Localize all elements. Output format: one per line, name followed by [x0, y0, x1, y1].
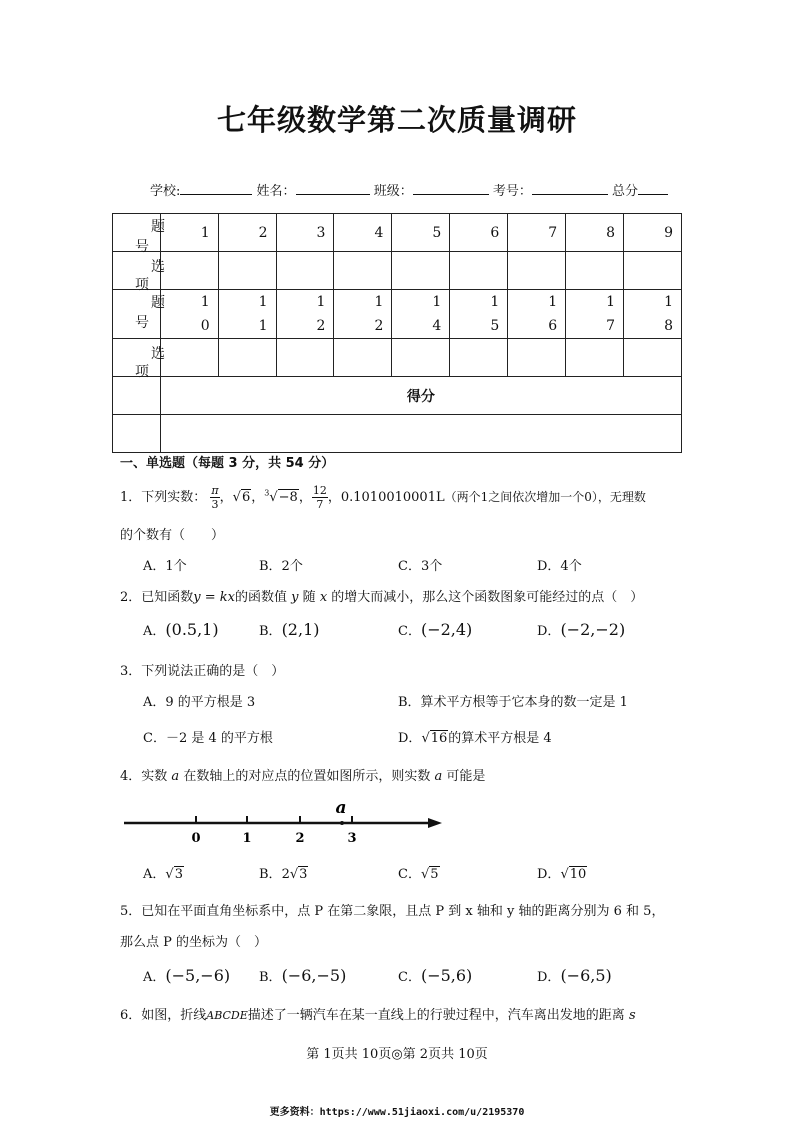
- q4-stem-a: 4．实数: [120, 769, 168, 784]
- score-row-label-cell: [113, 377, 161, 415]
- q5-option-d-letter: D．: [537, 970, 561, 985]
- q5-option-b-letter: B．: [259, 970, 282, 985]
- q6-stem-a: 6．如图，折线: [120, 1008, 207, 1023]
- qnum-top: 1: [432, 294, 442, 310]
- answer-cell[interactable]: [392, 339, 450, 377]
- answer-cell[interactable]: [624, 252, 682, 290]
- answer-cell[interactable]: [218, 339, 276, 377]
- score-value-label-cell: [113, 415, 161, 453]
- label-ti: 题: [151, 219, 165, 235]
- question-number-label: [113, 214, 165, 255]
- answer-cell[interactable]: [508, 339, 566, 377]
- q2-option-b-letter: B．: [259, 624, 282, 639]
- q1-num-12: 12: [312, 484, 327, 497]
- qnum-top: 1: [548, 294, 558, 310]
- q3-option-d-radicand: 16: [430, 731, 448, 746]
- q3-option-a[interactable]: A．9 的平方根是 3: [143, 695, 256, 710]
- label-xuan: 选: [151, 259, 165, 275]
- question-5-line1: 5．已知在平面直角坐标系中，点 P 在第二象限，且点 P 到 x 轴和 y 轴的距离分别为 6 和 5，: [120, 904, 665, 919]
- choice-label: [113, 339, 165, 380]
- question-4: [120, 765, 485, 784]
- q5-option-c-value: (−5,6): [420, 966, 473, 985]
- answer-cell[interactable]: [566, 252, 624, 290]
- q2-option-a-value: (0.5,1): [165, 620, 219, 639]
- label-hao: 号: [135, 315, 149, 331]
- qnum-top: 1: [664, 294, 673, 310]
- q1-cbrt-radicand: −8: [278, 490, 298, 505]
- q4-option-a[interactable]: A．√3: [143, 867, 183, 882]
- q1-line2: 的个数有（ ）: [120, 528, 225, 543]
- q6-abcde: ABCDE: [206, 1009, 248, 1022]
- q1-prefix: 1．下列实数：: [120, 490, 207, 505]
- q5-option-c-letter: C．: [398, 970, 421, 985]
- q1-sqrt6: √6: [232, 490, 251, 505]
- qnum-bottom: 0: [200, 318, 210, 334]
- q5-option-a-value: (−5,−6): [165, 966, 231, 985]
- qnum-cell: 1: [160, 214, 218, 252]
- qnum-bottom: 1: [258, 318, 268, 334]
- answer-table-row-numbers-1: [113, 214, 682, 252]
- label-xuan: 选: [151, 346, 165, 362]
- q2-option-a[interactable]: [143, 620, 219, 639]
- score-value-row: [113, 415, 682, 453]
- q5-option-d-value: (−6,5): [560, 966, 612, 985]
- answer-cell[interactable]: [566, 339, 624, 377]
- q2-function: y = kx: [193, 590, 235, 605]
- school-blank: [180, 182, 252, 195]
- q4-option-b[interactable]: B．2√3: [259, 867, 308, 882]
- q4-stem-c: 可能是: [446, 769, 486, 784]
- q3-option-d-letter: D．: [398, 731, 422, 746]
- answer-cell[interactable]: [218, 252, 276, 290]
- answer-cell[interactable]: [276, 252, 334, 290]
- qnum-cell: [218, 290, 276, 339]
- q1-cbrt-index: 3: [264, 488, 270, 498]
- page-footer: 第 1页共 10页◎第 2页共 10页: [306, 1047, 488, 1062]
- q5-option-b-value: (−6,−5): [281, 966, 347, 985]
- answer-cell[interactable]: [450, 339, 508, 377]
- qnum-top: 1: [374, 294, 384, 310]
- q1-option-a[interactable]: A．1个: [143, 559, 187, 574]
- answer-cell[interactable]: [508, 252, 566, 290]
- answer-cell[interactable]: [276, 339, 334, 377]
- q2-stem-b: 的函数值: [235, 590, 288, 605]
- qnum-bottom: 5: [490, 318, 500, 334]
- answer-cell[interactable]: [160, 339, 218, 377]
- qnum-bottom: 6: [548, 318, 558, 334]
- q4-option-b-coef: 2: [281, 867, 290, 882]
- q4-a-2: a: [434, 769, 443, 784]
- answer-cell[interactable]: [450, 252, 508, 290]
- qnum-bottom: 8: [664, 318, 673, 334]
- choice-label: [113, 252, 165, 293]
- qnum-cell: 5: [392, 214, 450, 252]
- q4-option-c-letter: C．: [398, 867, 421, 882]
- qnum-bottom: 2: [316, 318, 326, 334]
- q3-option-b[interactable]: B．算术平方根等于它本身的数一定是 1: [398, 695, 628, 710]
- q2-option-a-letter: A．: [143, 624, 166, 639]
- answer-cell[interactable]: [624, 339, 682, 377]
- answer-cell[interactable]: [160, 252, 218, 290]
- q1-fraction-12-7: [312, 484, 328, 511]
- qnum-cell: [450, 290, 508, 339]
- question-5-line2: 那么点 P 的坐标为（ ）: [120, 935, 268, 950]
- qnum-cell: 3: [276, 214, 334, 252]
- exam-no-blank: [532, 182, 608, 195]
- qnum-top: 1: [200, 294, 210, 310]
- number-line-arrow: [428, 818, 442, 828]
- q2-stem-a: 2．已知函数: [120, 590, 194, 605]
- exam-no-label: 考号：: [492, 184, 532, 199]
- question-3: 3．下列说法正确的是（ ）: [120, 664, 285, 679]
- q1-option-d[interactable]: D．4个: [537, 559, 582, 574]
- q4-a: a: [171, 769, 180, 784]
- qnum-bottom: 2: [374, 318, 384, 334]
- q6-s: s: [628, 1008, 636, 1023]
- q1-three: 3: [211, 498, 219, 511]
- q4-option-d-radicand: 10: [569, 867, 587, 882]
- q1-option-b[interactable]: B．2个: [259, 559, 303, 574]
- label-hao: 号: [135, 239, 149, 255]
- qnum-cell: 9: [624, 214, 682, 252]
- answer-table: [112, 213, 682, 453]
- name-blank: [296, 182, 370, 195]
- answer-cell[interactable]: [392, 252, 450, 290]
- question-6: [120, 1004, 636, 1023]
- class-label: 班级：: [373, 184, 413, 199]
- q2-option-c[interactable]: [398, 620, 472, 639]
- qnum-cell: 6: [450, 214, 508, 252]
- q1-pi: π: [211, 484, 219, 497]
- q4-option-c-radicand: 5: [430, 867, 439, 882]
- q5-option-c[interactable]: [398, 966, 472, 985]
- total-blank: [638, 182, 668, 195]
- q4-option-b-radicand: 3: [299, 867, 308, 882]
- tick-label-3: 3: [347, 831, 357, 846]
- q2-option-c-value: (−2,4): [420, 620, 473, 639]
- score-row: [113, 377, 682, 415]
- q2-y: y: [291, 590, 299, 605]
- q2-stem-d: 的增大而减小，那么这个函数图象可能经过的点（ ）: [331, 590, 644, 605]
- q2-x: x: [319, 590, 328, 605]
- q1-den-7: 7: [316, 498, 324, 511]
- q3-option-c[interactable]: C．－2 是 4 的平方根: [143, 731, 273, 746]
- q4-option-d[interactable]: D．√10: [537, 867, 587, 882]
- q2-option-d[interactable]: [537, 620, 625, 639]
- answer-cell[interactable]: [334, 252, 392, 290]
- score-label: 得分: [160, 377, 681, 415]
- q5-option-d[interactable]: [537, 966, 612, 985]
- q1-decimal: 0.1010010001L: [340, 490, 445, 505]
- tick-label-0: 0: [191, 831, 201, 846]
- qnum-bottom: 4: [432, 318, 442, 334]
- number-line-figure: [120, 795, 450, 850]
- qnum-cell: 8: [566, 214, 624, 252]
- q4-option-d-letter: D．: [537, 867, 561, 882]
- q2-option-b-value: (2,1): [281, 620, 320, 639]
- school-label: 学校:: [150, 184, 181, 199]
- qnum-cell: 7: [508, 214, 566, 252]
- q1-note: （两个1之间依次增加一个0），无理数: [444, 490, 646, 504]
- score-value-cell[interactable]: [160, 415, 681, 453]
- q5-option-b[interactable]: [259, 966, 346, 985]
- question-1: 1．下列实数： $\frac{\pi}{3}$ ，√6，$^3$√−8， $\frac{12}{7}$ ，0.1010010001L（两个1之间依次增加一个0），无理数: [120, 484, 646, 511]
- q5-option-a-letter: A．: [143, 970, 166, 985]
- qnum-cell: [334, 290, 392, 339]
- question-2: [120, 586, 643, 605]
- qnum-cell: 4: [334, 214, 392, 252]
- q2-option-b[interactable]: [259, 620, 320, 639]
- q1-option-c[interactable]: C．3个: [398, 559, 443, 574]
- q6-stem-b: 描述了一辆汽车在某一直线上的行驶过程中，汽车离出发地的距离: [247, 1008, 625, 1023]
- qnum-cell: [276, 290, 334, 339]
- q2-stem-c: 随: [302, 590, 316, 605]
- q4-option-b-letter: B．: [259, 867, 282, 882]
- qnum-bottom: 7: [606, 318, 616, 334]
- qnum-cell: [508, 290, 566, 339]
- answer-table-row-choices-1: [113, 252, 682, 290]
- q1-sqrt6-radicand: 6: [241, 490, 251, 505]
- qnum-cell: [624, 290, 682, 339]
- q1-cbrt: $^3$√−8: [264, 488, 298, 505]
- label-xiang: 项: [135, 364, 149, 380]
- q1-fraction-pi-3: [210, 484, 219, 511]
- q4-option-a-radicand: 3: [174, 867, 183, 882]
- q3-option-d-rest: 的算术平方根是 4: [448, 731, 552, 746]
- point-a-label: a: [335, 798, 347, 818]
- qnum-cell: [392, 290, 450, 339]
- qnum-cell: 2: [218, 214, 276, 252]
- q2-option-d-value: (−2,−2): [560, 620, 626, 639]
- label-xiang: 项: [135, 277, 149, 293]
- tick-label-2: 2: [295, 831, 305, 846]
- answer-table-row-numbers-2: [113, 290, 682, 339]
- page-title: 七年级数学第二次质量调研: [216, 103, 577, 137]
- qnum-top: 1: [316, 294, 326, 310]
- point-a: [340, 821, 344, 825]
- name-label: 姓名：: [256, 184, 296, 199]
- more-resources-link[interactable]: 更多资料：https://www.51jiaoxi.com/u/2195370: [269, 1107, 525, 1118]
- q2-option-d-letter: D．: [537, 624, 561, 639]
- q4-stem-b: 在数轴上的对应点的位置如图所示，则实数: [183, 769, 431, 784]
- qnum-cell: [566, 290, 624, 339]
- question-number-label: [113, 290, 165, 339]
- q3-option-d[interactable]: D．√16的算术平方根是 4: [398, 731, 552, 746]
- section-1-heading: 一、单选题（每题 3 分，共 54 分）: [120, 456, 335, 471]
- total-label: 总分: [612, 184, 639, 199]
- q4-option-c[interactable]: C．√5: [398, 867, 439, 882]
- tick-label-1: 1: [242, 831, 252, 846]
- qnum-top: 1: [258, 294, 268, 310]
- qnum-top: 1: [606, 294, 616, 310]
- q2-option-c-letter: C．: [398, 624, 421, 639]
- answer-table-row-choices-2: [113, 339, 682, 377]
- q4-option-a-letter: A．: [143, 867, 166, 882]
- qnum-top: 1: [490, 294, 500, 310]
- student-info-line: [150, 180, 668, 199]
- q5-option-a[interactable]: [143, 966, 230, 985]
- label-ti: 题: [151, 295, 165, 311]
- class-blank: [413, 182, 489, 195]
- answer-cell[interactable]: [334, 339, 392, 377]
- qnum-cell: [160, 290, 218, 339]
